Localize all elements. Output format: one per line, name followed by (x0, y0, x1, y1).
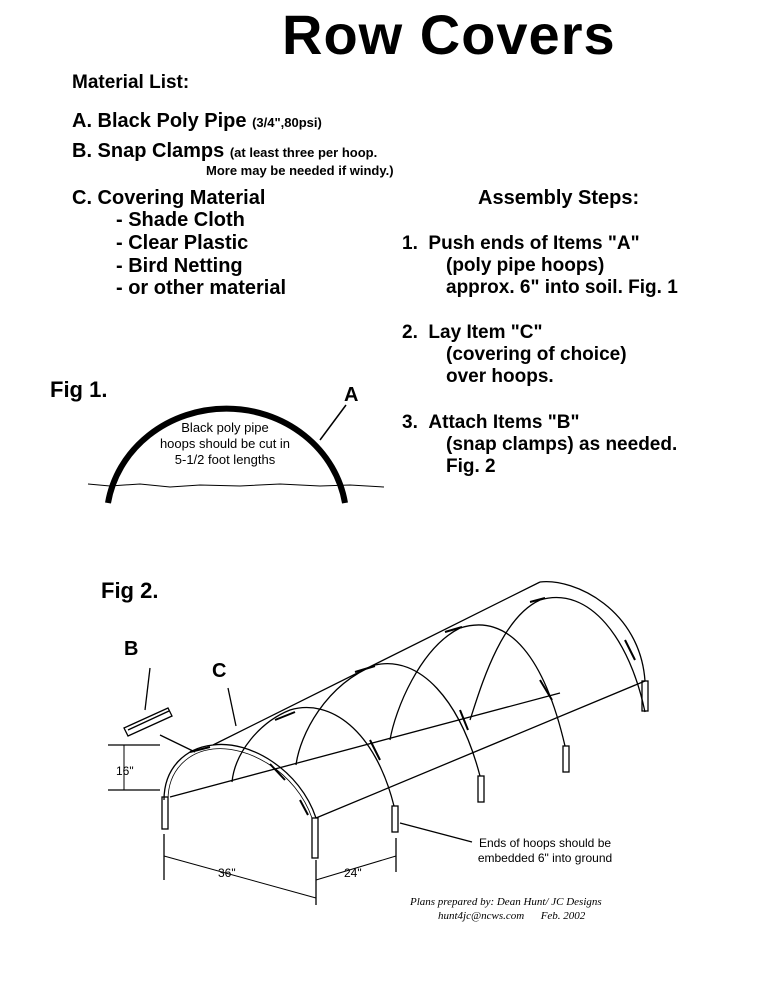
assembly-step-2 (402, 322, 627, 388)
step-3-line1: 3. Attach Items "B" (402, 412, 580, 433)
assembly-step-3 (402, 412, 677, 478)
step-2-line3: over hoops. (446, 366, 554, 387)
covering-option: - Shade Cloth (116, 209, 245, 231)
material-item-b-note2: More may be needed if windy.) (206, 163, 394, 178)
fig1-pointer (320, 405, 346, 440)
step-2-line1: 2. Lay Item "C" (402, 322, 543, 343)
credit-line1: Plans prepared by: Dean Hunt/ JC Designs (410, 896, 602, 908)
dimension-spacing: 24" (344, 866, 362, 880)
covering-option: - Bird Netting (116, 255, 243, 277)
assembly-heading: Assembly Steps: (478, 187, 640, 209)
dimension-width: 36" (218, 866, 236, 880)
fig2-note: Ends of hoops should be embedded 6" into ground (477, 836, 613, 865)
material-item-c-label: C. Covering Material (72, 187, 266, 209)
credit-email: hunt4jc@ncws.com (438, 910, 525, 922)
fig1-label: Fig 1. (50, 377, 108, 402)
material-item-b-label: B. Snap Clamps (72, 140, 225, 162)
step-3-line2: (snap clamps) as needed. (446, 434, 678, 455)
step-1-line3: approx. 6" into soil. Fig. 1 (446, 277, 678, 298)
step-1-line2: (poly pipe hoops) (446, 255, 605, 276)
material-item-a (72, 110, 322, 133)
covering-option: - or other material (116, 277, 287, 299)
fig2-label: Fig 2. (101, 578, 159, 603)
fig2-letter-c: C (212, 660, 227, 682)
snap-clamp-detail (124, 668, 172, 736)
fig2-letter-b: B (124, 638, 139, 660)
fig1-note: Black poly pipe hoops should be cut in 5-1/2 foot lengths (159, 420, 291, 467)
covering-option: - Clear Plastic (116, 232, 249, 254)
credit-date: Feb. 2002 (540, 910, 586, 922)
material-item-a-label: A. Black Poly Pipe (72, 110, 247, 132)
page-title: Row Covers (282, 3, 616, 66)
material-item-b (72, 140, 377, 163)
material-item-a-spec: (3/4",80psi) (252, 115, 322, 130)
fig1-letter-a: A (344, 384, 359, 406)
credit-line2 (438, 910, 585, 922)
step-2-line2: (covering of choice) (446, 344, 627, 365)
step-1-line1: 1. Push ends of Items "A" (402, 233, 640, 254)
dimension-height: 16" (116, 764, 134, 778)
material-item-b-note1: (at least three per hoop. (229, 145, 378, 160)
assembly-step-1 (402, 233, 678, 299)
material-list-heading: Material List: (72, 72, 190, 93)
step-3-line3: Fig. 2 (446, 456, 496, 477)
